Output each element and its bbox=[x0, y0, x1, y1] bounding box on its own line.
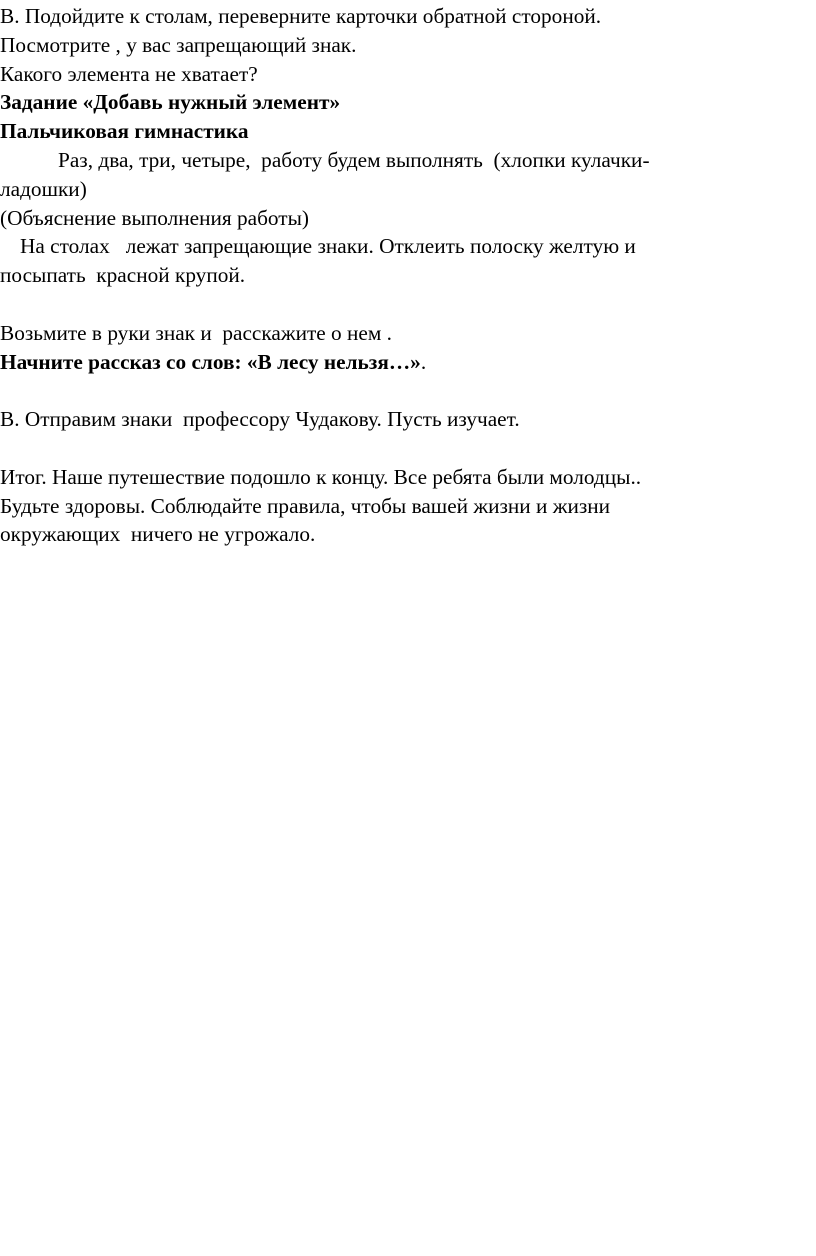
blank-line bbox=[0, 376, 800, 405]
exercise-line: Раз, два, три, четыре, работу будем выполнять (хлопки кулачки- bbox=[58, 147, 650, 172]
story-prompt-period: . bbox=[420, 349, 427, 374]
exercise-line: ладошки) bbox=[0, 176, 87, 201]
instruction-line: Посмотрите , у вас запрещающий знак. bbox=[0, 32, 357, 57]
summary-line: окружающих ничего не угрожало. bbox=[0, 522, 316, 547]
document-body bbox=[0, 2, 800, 549]
blank-line bbox=[0, 290, 800, 319]
instruction-line: Возьмите в руки знак и расскажите о нем . bbox=[0, 320, 393, 345]
explanation-line: (Объяснение выполнения работы) bbox=[0, 205, 309, 230]
instruction-line: В. Отправим знаки профессору Чудакову. Пусть изучает. bbox=[0, 407, 520, 432]
blank-line bbox=[0, 434, 800, 463]
explanation-line: посыпать красной крупой. bbox=[0, 263, 246, 288]
explanation-line: На столах лежат запрещающие знаки. Отклеить полоску желтую и bbox=[20, 234, 636, 259]
exercise-heading: Пальчиковая гимнастика bbox=[0, 119, 249, 144]
task-heading: Задание «Добавь нужный элемент» bbox=[0, 90, 341, 115]
summary-line: Итог. Наше путешествие подошло к концу. Все ребята были молодцы.. bbox=[0, 464, 642, 489]
story-prompt-bold: Начните рассказ со слов: «В лесу нельзя…» bbox=[0, 349, 421, 374]
question-line: Какого элемента не хватает? bbox=[0, 61, 258, 86]
summary-line: Будьте здоровы. Соблюдайте правила, чтобы вашей жизни и жизни bbox=[0, 493, 611, 518]
story-prompt-line bbox=[0, 348, 800, 377]
instruction-line: В. Подойдите к столам, переверните карточки обратной стороной. bbox=[0, 4, 602, 28]
